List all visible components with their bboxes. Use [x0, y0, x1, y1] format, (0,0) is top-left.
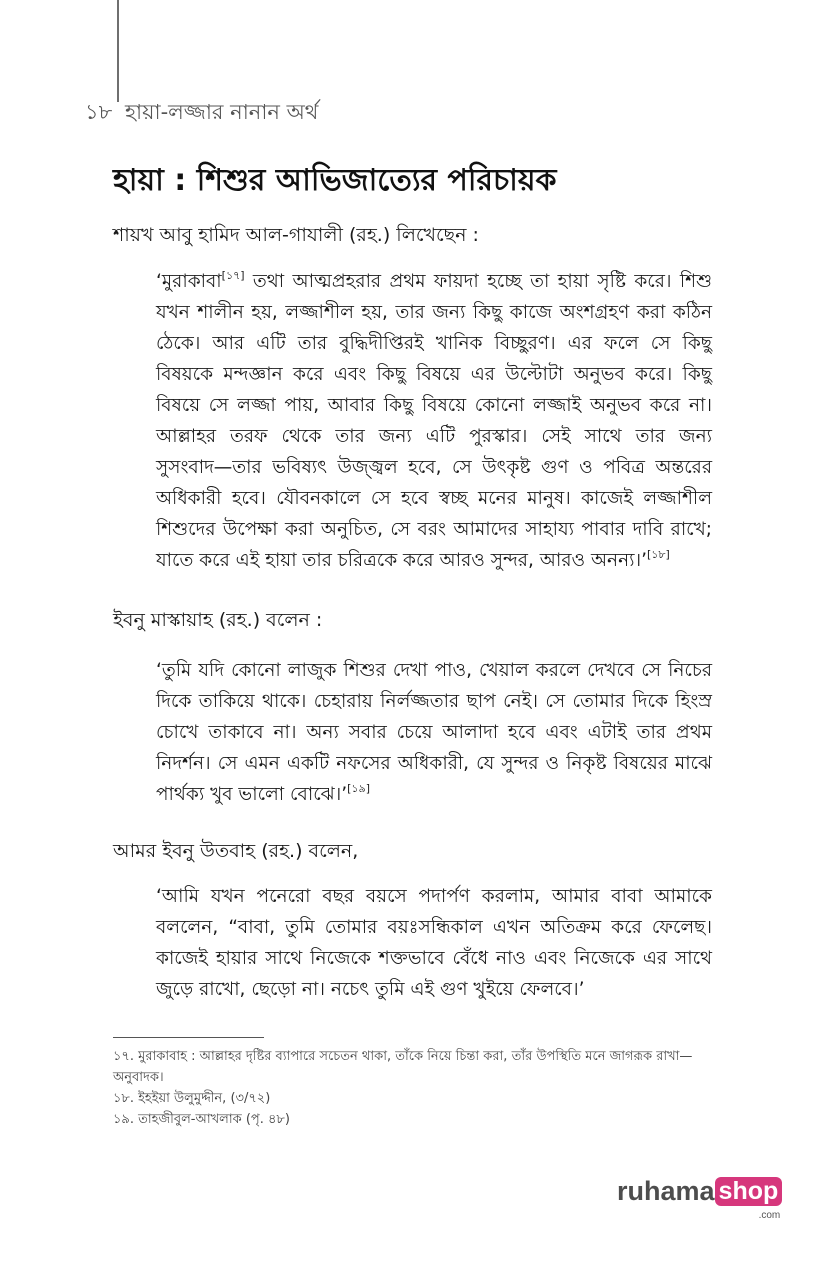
quote-line [156, 974, 712, 1005]
chapter-title: হায়া-লজ্জার নানান অর্থ [125, 100, 319, 124]
quote-text: বিষয়ে সে লজ্জা পায়, আবার কিছু বিষয়ে কোনো লজ্জাই অনুভব করে না। [156, 395, 712, 416]
footnote-17: ১৭. মুরাকাবাহ : আল্লাহর দৃষ্টির ব্যাপারে সচেতন থাকা, তাঁকে নিয়ে চিন্তা করা, তাঁর উপস্থিতি মনে জাগরূক রাখা— [113, 1049, 693, 1064]
quote-text: দিকে তাকিয়ে থাকে। চেহারায় নির্লজ্জতার ছাপ নেই। সে তোমার দিকে হিংস্র [156, 691, 712, 712]
quote-text: কাজেই হায়ার সাথে নিজেকে শক্তভাবে বেঁধে নাও এবং নিজেকে এর সাথে [156, 948, 712, 969]
footnote-ref: [১৯] [347, 782, 370, 795]
quote-text: শিশুদের উপেক্ষা করা অনুচিত, সে বরং আমাদের সাহায্য পাবার দাবি রাখে; [156, 519, 712, 540]
footnote-ref: [১৭] [221, 269, 245, 282]
quote-ibn-miskawayh [156, 655, 712, 810]
footnote-19: ১৯. তাহজীবুল-আখলাক (পৃ. ৪৮) [113, 1112, 290, 1127]
footnote-divider [113, 1037, 264, 1038]
section-heading: হায়া : শিশুর আভিজাত্যের পরিচায়ক [113, 163, 557, 198]
quote-line [156, 881, 712, 912]
footnote-17-cont: অনুবাদক। [113, 1070, 164, 1085]
quote-line [156, 655, 712, 686]
quote-text: চোখে তাকাবে না। অন্য সবার চেয়ে আলাদা হবে এবং এটাই তার প্রথম [156, 722, 712, 743]
quote-text: বললেন, “বাবা, তুমি তোমার বয়ঃসন্ধিকাল এখন অতিক্রম করে ফেলেছ। [156, 917, 712, 938]
quote-line [156, 779, 712, 810]
quote-line [156, 686, 712, 717]
quote-ghazali [156, 266, 712, 576]
footnotes [113, 1046, 713, 1130]
quote-line [156, 514, 712, 545]
quote-line [156, 297, 712, 328]
quote-line [156, 390, 712, 421]
quote-line [156, 452, 712, 483]
quote-text: নিদর্শন। সে এমন একটি নফসের অধিকারী, যে সুন্দর ও নিকৃষ্ট বিষয়ের মাঝে [156, 753, 712, 774]
quote-line [156, 266, 712, 297]
quote-text: বিষয়কে মন্দজ্ঞান করে এবং কিছু বিষয়ে এর উল্টোটা অনুভব করে। কিছু [156, 364, 712, 385]
quote-text: সুসংবাদ—তার ভবিষ্যৎ উজ্জ্বল হবে, সে উৎকৃষ্ট গুণ ও পবিত্র অন্তরের [156, 457, 712, 478]
logo-wordmark: ruhama [617, 1176, 715, 1206]
running-head-divider [117, 0, 119, 102]
quote-line [156, 717, 712, 748]
quote-line [156, 421, 712, 452]
footnote-ref: [১৮] [646, 548, 670, 561]
running-head [85, 96, 318, 131]
quote-text: ‘মুরাকাবা [156, 271, 222, 292]
quote-text: তথা আত্মপ্রহরার প্রথম ফায়দা হচ্ছে তা হায়া সৃষ্টি করে। শিশু [244, 271, 712, 292]
page-number: ১৮ [85, 100, 113, 124]
quote-line [156, 912, 712, 943]
quote-text: ‘তুমি যদি কোনো লাজুক শিশুর দেখা পাও, খেয়াল করলে দেখবে সে নিচের [156, 660, 712, 681]
quote-line [156, 328, 712, 359]
quote-text: পার্থক্য খুব ভালো বোঝে।’ [156, 784, 348, 805]
logo-domain: .com [758, 1210, 781, 1221]
quote-line [156, 483, 712, 514]
quote-line [156, 359, 712, 390]
quote-amr-ibn-utbah [156, 881, 712, 1005]
intro-ghazali: শায়খ আবু হামিদ আল-গাযালী (রহ.) লিখেছেন : [113, 224, 479, 246]
quote-text: যাতে করে এই হায়া তার চরিত্রকে করে আরও সুন্দর, আরও অনন্য।’ [156, 550, 647, 571]
quote-line [156, 943, 712, 974]
quote-text: যখন শালীন হয়, লজ্জাশীল হয়, তার জন্য কিছু কাজে অংশগ্রহণ করা কঠিন [156, 302, 712, 323]
intro-ibn-miskawayh: ইবনু মাস্কায়াহ (রহ.) বলেন : [113, 609, 323, 631]
intro-amr-ibn-utbah: আমর ইবনু উতবাহ (রহ.) বলেন, [113, 840, 359, 862]
quote-text: জুড়ে রাখো, ছেড়ো না। নচেৎ তুমি এই গুণ খুইয়ে ফেলবে।’ [156, 979, 585, 1000]
quote-line [156, 545, 712, 576]
quote-line [156, 748, 712, 779]
quote-text: আল্লাহর তরফ থেকে তার জন্য এটি পুরস্কার। সেই সাথে তার জন্য [156, 426, 712, 447]
footnote-18: ১৮. ইহইয়া উলুমুদ্দীন, (৩/৭২) [113, 1091, 271, 1106]
quote-text: ‘আমি যখন পনেরো বছর বয়সে পদার্পণ করলাম, আমার বাবা আমাকে [156, 886, 712, 907]
quote-text: ঠেকে। আর এটি তার বুদ্ধিদীপ্তিরই খানিক বিচ্ছুরণ। এর ফলে সে কিছু [156, 333, 712, 354]
quote-text: অধিকারী হবে। যৌবনকালে সে হবে স্বচ্ছ মনের মানুষ। কাজেই লজ্জাশীল [156, 488, 712, 509]
publisher-logo [617, 1176, 782, 1221]
logo-shop-badge: shop [715, 1177, 783, 1206]
